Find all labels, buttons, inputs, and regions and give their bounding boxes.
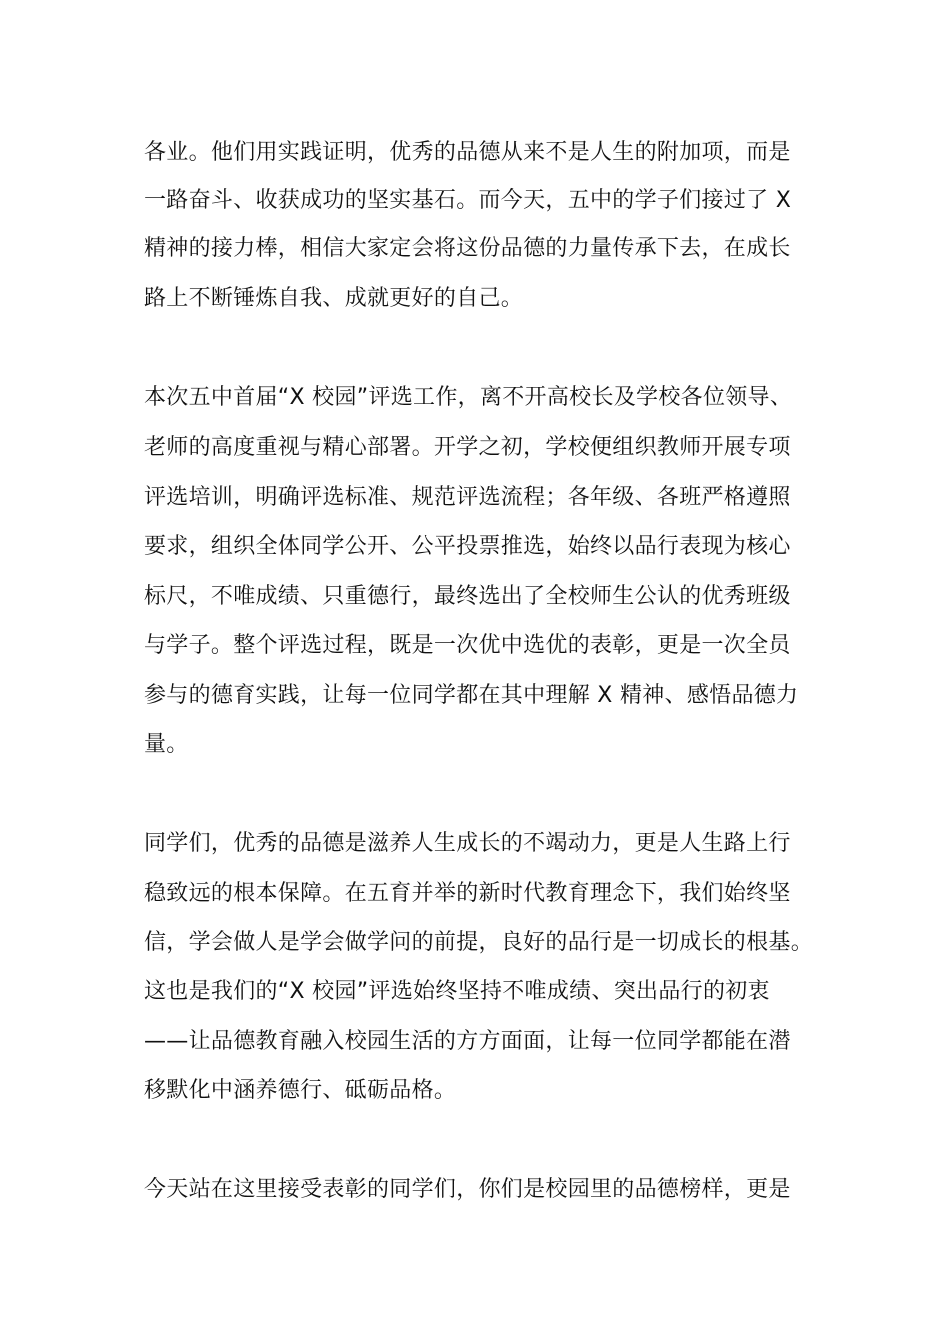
- paragraph-3-line-3: 信，学会做人是学会做学问的前提，良好的品行是一切成长的根基。: [144, 930, 814, 955]
- paragraph-2-line-6: 与学子。整个评选过程，既是一次优中选优的表彰，更是一次全员: [144, 633, 791, 658]
- paragraph-1-line-2: 一路奋斗、收获成功的坚实基石。而今天，五中的学子们接过了 X: [144, 188, 792, 213]
- paragraph-3-line-5: ——让品德教育融入校园生活的方方面面，让每一位同学都能在潜: [144, 1029, 791, 1054]
- paragraph-4-line-1: 今天站在这里接受表彰的同学们，你们是校园里的品德榜样，更是: [144, 1177, 791, 1202]
- paragraph-1-line-4: 路上不断锤炼自我、成就更好的自己。: [144, 286, 524, 311]
- paragraph-2-line-2: 老师的高度重视与精心部署。开学之初，学校便组织教师开展专项: [144, 435, 791, 460]
- paragraph-2-line-3: 评选培训，明确评选标准、规范评选流程；各年级、各班严格遵照: [144, 485, 791, 510]
- paragraph-3-line-2: 稳致远的根本保障。在五育并举的新时代教育理念下，我们始终坚: [144, 881, 791, 906]
- paragraph-3-line-6: 移默化中涵养德行、砥砺品格。: [144, 1078, 457, 1103]
- paragraph-1-line-1: 各业。他们用实践证明，优秀的品德从来不是人生的附加项，而是: [144, 140, 791, 165]
- paragraph-3-line-4: 这也是我们的“X 校园”评选始终坚持不唯成绩、突出品行的初衷: [144, 979, 770, 1004]
- paragraph-2-line-4: 要求，组织全体同学公开、公平投票推选，始终以品行表现为核心: [144, 534, 791, 559]
- paragraph-3-line-1: 同学们，优秀的品德是滋养人生成长的不竭动力，更是人生路上行: [144, 831, 791, 856]
- paragraph-2-line-7: 参与的德育实践，让每一位同学都在其中理解 X 精神、感悟品德力: [144, 683, 799, 708]
- paragraph-1-line-3: 精神的接力棒，相信大家定会将这份品德的力量传承下去，在成长: [144, 236, 791, 261]
- paragraph-2-line-8: 量。: [144, 732, 189, 757]
- paragraph-2-line-5: 标尺，不唯成绩、只重德行，最终选出了全校师生公认的优秀班级: [144, 584, 791, 609]
- paragraph-2-line-1: 本次五中首届“X 校园”评选工作，离不开高校长及学校各位领导、: [144, 385, 793, 410]
